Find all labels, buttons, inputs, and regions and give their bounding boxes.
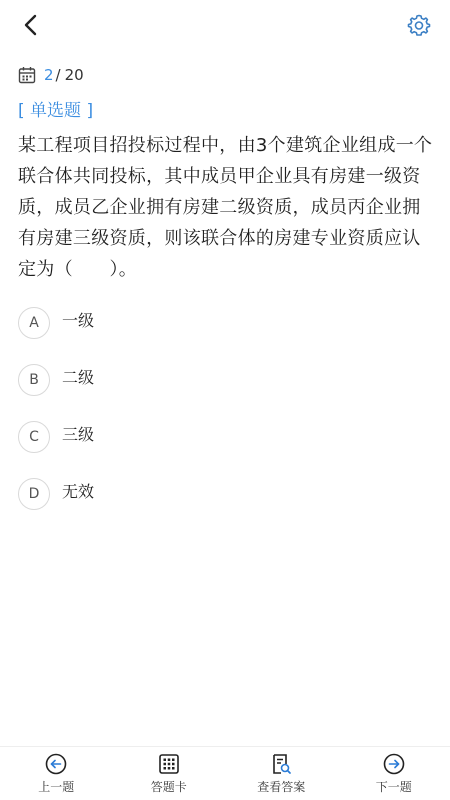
answer-card-label: 答题卡 bbox=[150, 779, 187, 794]
view-answer-button[interactable] bbox=[225, 747, 338, 800]
calendar-icon bbox=[18, 66, 36, 84]
question-progress bbox=[18, 64, 84, 86]
option-letter: A bbox=[18, 307, 50, 339]
prev-question-button[interactable] bbox=[0, 747, 113, 800]
prev-question-label: 上一题 bbox=[38, 779, 75, 794]
next-question-label: 下一题 bbox=[375, 779, 412, 794]
option-letter: D bbox=[18, 478, 50, 510]
answer-card-icon bbox=[158, 753, 180, 775]
option-text: 三级 bbox=[62, 425, 95, 444]
option-text: 一级 bbox=[62, 311, 95, 330]
progress-separator: / bbox=[55, 66, 61, 84]
gear-icon bbox=[407, 13, 431, 37]
answer-options bbox=[18, 306, 432, 534]
bottom-nav bbox=[0, 746, 450, 800]
option-c[interactable] bbox=[18, 420, 432, 453]
answer-card-button[interactable] bbox=[113, 747, 226, 800]
chevron-left-icon bbox=[21, 13, 41, 37]
option-text: 二级 bbox=[62, 368, 95, 387]
arrow-right-circle-icon bbox=[383, 753, 405, 775]
option-letter: C bbox=[18, 421, 50, 453]
question-text: 某工程项目招投标过程中，由3个建筑企业组成一个联合体共同投标，其中成员甲企业具有房建一级资质，成员乙企业拥有房建二级资质，成员丙企业拥有房建三级资质，则该联合体的房建专业资质应认定为（ ）。 bbox=[18, 135, 433, 280]
arrow-left-circle-icon bbox=[45, 753, 67, 775]
option-text: 无效 bbox=[62, 482, 95, 501]
settings-button[interactable] bbox=[402, 8, 436, 42]
next-question-button[interactable] bbox=[338, 747, 450, 800]
option-b[interactable] bbox=[18, 363, 432, 396]
option-a[interactable] bbox=[18, 306, 432, 339]
back-button[interactable] bbox=[14, 8, 48, 42]
view-answer-icon bbox=[270, 753, 292, 775]
option-letter: B bbox=[18, 364, 50, 396]
question-type-label: [ 单选题 ] bbox=[18, 101, 94, 121]
view-answer-label: 查看答案 bbox=[257, 779, 306, 794]
top-bar bbox=[0, 0, 450, 50]
current-question-number: 2 bbox=[44, 66, 54, 84]
option-d[interactable] bbox=[18, 477, 432, 510]
total-question-count: 20 bbox=[64, 66, 84, 84]
